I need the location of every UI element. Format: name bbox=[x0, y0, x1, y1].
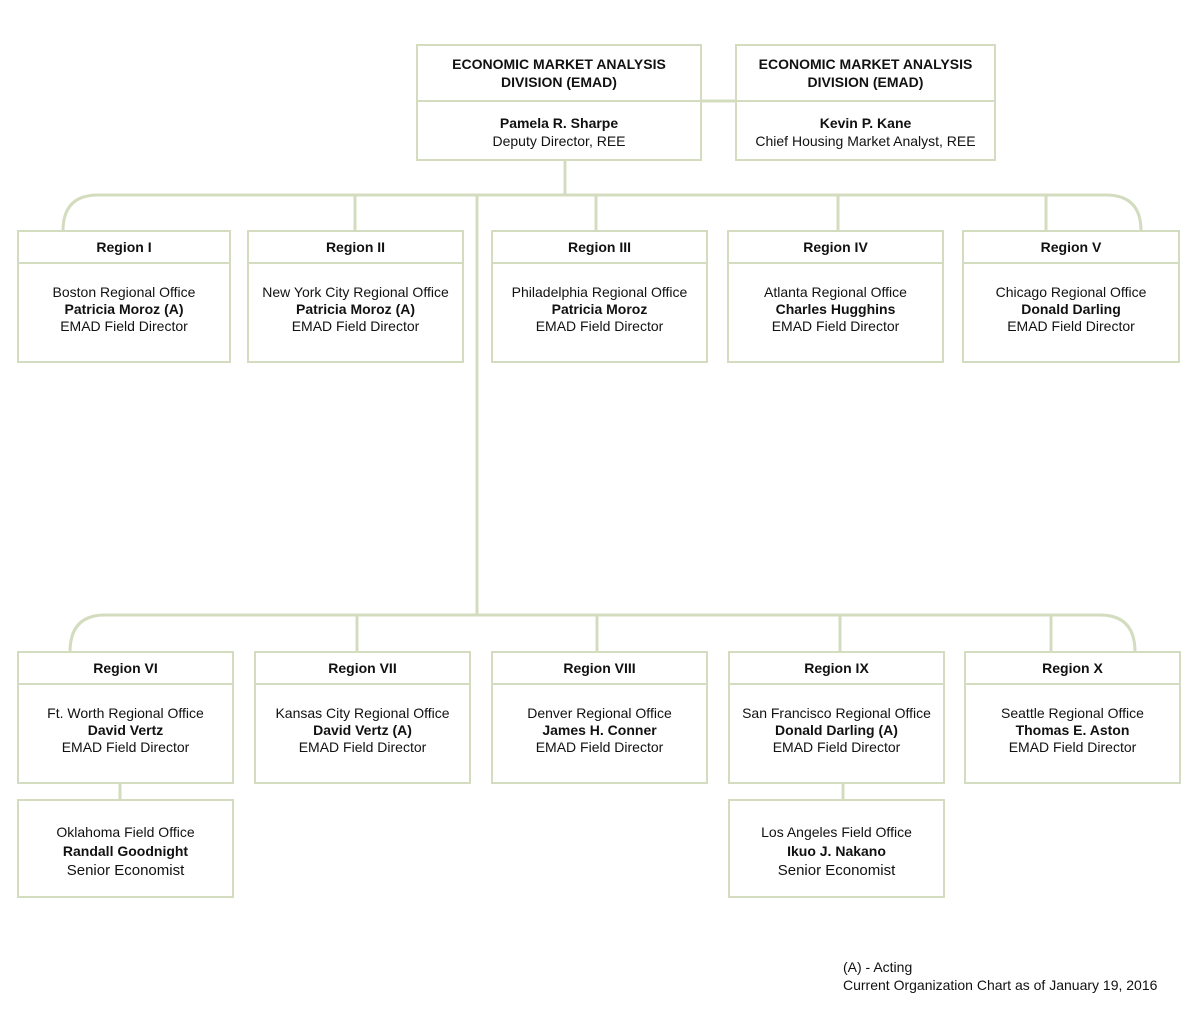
office-name: Philadelphia Regional Office bbox=[511, 284, 688, 300]
region-label: Region IV bbox=[729, 232, 942, 264]
region-box-1 bbox=[17, 230, 231, 363]
office-name: Boston Regional Office bbox=[52, 284, 196, 300]
region-box-9 bbox=[728, 651, 945, 784]
region-box-10 bbox=[964, 651, 1181, 784]
connector-lower-bus bbox=[70, 615, 1135, 652]
person-name: Thomas E. Aston bbox=[1015, 722, 1130, 738]
person-name: Donald Darling bbox=[1021, 301, 1121, 317]
person-name: Ikuo J. Nakano bbox=[787, 843, 886, 859]
person-title: Chief Housing Market Analyst, REE bbox=[755, 133, 976, 149]
region-label: Region V bbox=[964, 232, 1178, 264]
person-title: EMAD Field Director bbox=[1007, 318, 1135, 334]
person-title: EMAD Field Director bbox=[535, 318, 664, 334]
region-box-8 bbox=[491, 651, 708, 784]
person-name: James H. Conner bbox=[542, 722, 657, 738]
office-name: Chicago Regional Office bbox=[995, 284, 1147, 300]
person-name: Patricia Moroz (A) bbox=[64, 301, 184, 317]
region-label: Region VIII bbox=[493, 653, 706, 685]
person-name: Pamela R. Sharpe bbox=[499, 115, 619, 131]
person-title: EMAD Field Director bbox=[772, 739, 901, 755]
person-title: EMAD Field Director bbox=[771, 318, 900, 334]
person-title: EMAD Field Director bbox=[535, 739, 664, 755]
field-office-oklahoma bbox=[17, 799, 234, 898]
region-label: Region X bbox=[966, 653, 1179, 685]
region-label: Region VII bbox=[256, 653, 469, 685]
acting-legend: (A) - Acting bbox=[843, 959, 913, 975]
office-name: Los Angeles Field Office bbox=[761, 824, 912, 840]
office-name: Atlanta Regional Office bbox=[764, 284, 907, 300]
leadership-box-sharpe bbox=[416, 44, 702, 161]
person-title: EMAD Field Director bbox=[61, 739, 190, 755]
office-name: Kansas City Regional Office bbox=[275, 705, 450, 721]
office-name: San Francisco Regional Office bbox=[742, 705, 931, 721]
office-name: Denver Regional Office bbox=[527, 705, 672, 721]
region-label: Region IX bbox=[730, 653, 943, 685]
region-box-7 bbox=[254, 651, 471, 784]
person-name: Charles Hugghins bbox=[775, 301, 896, 317]
person-title: EMAD Field Director bbox=[298, 739, 427, 755]
person-name: Kevin P. Kane bbox=[819, 115, 912, 131]
division-title: ECONOMIC MARKET ANALYSIS DIVISION (EMAD) bbox=[737, 46, 994, 102]
person-name: Patricia Moroz (A) bbox=[295, 301, 415, 317]
person-name: Randall Goodnight bbox=[62, 843, 189, 859]
region-label: Region II bbox=[249, 232, 462, 264]
region-label: Region III bbox=[493, 232, 706, 264]
region-box-5 bbox=[962, 230, 1180, 363]
field-office-los-angeles bbox=[728, 799, 945, 898]
region-label: Region I bbox=[19, 232, 229, 264]
office-name: Ft. Worth Regional Office bbox=[47, 705, 204, 721]
person-title: Senior Economist bbox=[777, 862, 896, 879]
person-title: Deputy Director, REE bbox=[492, 133, 626, 149]
region-box-6 bbox=[17, 651, 234, 784]
leadership-box-kane bbox=[735, 44, 996, 161]
person-name: David Vertz (A) bbox=[313, 722, 412, 738]
office-name: Oklahoma Field Office bbox=[56, 824, 195, 840]
region-box-2 bbox=[247, 230, 464, 363]
person-name: Donald Darling (A) bbox=[775, 722, 898, 738]
footnote bbox=[843, 958, 1157, 994]
division-title: ECONOMIC MARKET ANALYSIS DIVISION (EMAD) bbox=[418, 46, 700, 102]
connector-upper-bus bbox=[63, 195, 1141, 231]
region-label: Region VI bbox=[19, 653, 232, 685]
region-box-4 bbox=[727, 230, 944, 363]
chart-date: Current Organization Chart as of January 19, 2016 bbox=[843, 977, 1158, 993]
person-name: David Vertz bbox=[87, 722, 164, 738]
person-title: EMAD Field Director bbox=[1008, 739, 1137, 755]
person-title: EMAD Field Director bbox=[60, 318, 188, 334]
person-title: EMAD Field Director bbox=[291, 318, 420, 334]
region-box-3 bbox=[491, 230, 708, 363]
office-name: Seattle Regional Office bbox=[1001, 705, 1144, 721]
person-name: Patricia Moroz bbox=[551, 301, 648, 317]
person-title: Senior Economist bbox=[66, 862, 185, 879]
office-name: New York City Regional Office bbox=[262, 284, 449, 300]
